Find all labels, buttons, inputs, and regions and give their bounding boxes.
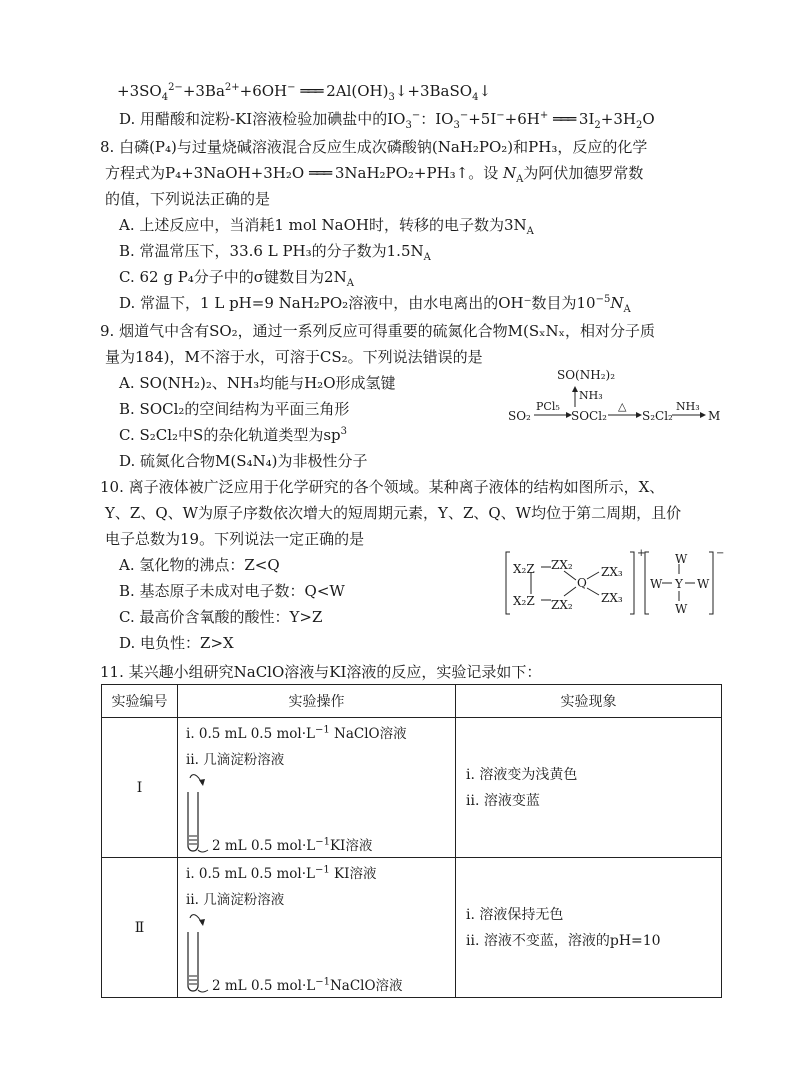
exp-phenomenon (456, 718, 722, 858)
q9-option-a: A. SO(NH₂)₂、NH₃均能与H₂O形成氢键 (119, 374, 396, 392)
scheme-arrow-1 (534, 410, 572, 420)
structure-zx2-top: ZX₂ (551, 558, 573, 572)
q10-option-d: D. 电负性：Z>X (119, 634, 234, 652)
scheme-socl2: SOCl₂ (571, 409, 607, 423)
op-step-2: ⅱ. 几滴淀粉溶液 (186, 892, 285, 908)
scheme-nh3: NH₃ (676, 400, 700, 413)
scheme-arrow-3 (672, 410, 706, 420)
q8-stem-line3: 的值，下列说法正确的是 (105, 190, 271, 208)
op-step-1: ⅰ. 0.5 mL 0.5 $mol\cdot L^{-1}$ KI溶液 (186, 864, 377, 882)
phenomenon-1: ⅰ. 溶液变为浅黄色 (466, 766, 578, 783)
scheme-so2: SO₂ (508, 409, 531, 423)
exp-number: Ⅱ (102, 858, 178, 998)
header-no: 实验编号 (102, 685, 178, 718)
phenomenon-2: ⅱ. 溶液不变蓝，溶液的pH=10 (466, 932, 661, 949)
equation-continuation: $+3SO_4^{2-}+3Ba^{2+}+6OH^-$ ═══ $2Al(OH)_3↓+3BaSO_4↓$ (117, 82, 492, 103)
structure-y: Y (675, 577, 683, 591)
q9-option-b: B. SOCl₂的空间结构为平面三角形 (119, 400, 350, 418)
structure-x2z-top: X₂Z (513, 562, 535, 576)
scheme-delta: △ (618, 400, 627, 413)
structure-w-left: W (650, 577, 663, 591)
scheme-s2cl2: S₂Cl₂ (642, 409, 673, 423)
q10-option-c: C. 最高价含氧酸的酸性：Y>Z (119, 608, 323, 626)
op-step-1: ⅰ. 0.5 mL 0.5 $mol\cdot L^{-1}$ NaClO溶液 (186, 724, 407, 742)
table-header-row (102, 685, 722, 718)
q8-stem-line2: 方程式为P₄+3NaOH+3H₂O ═══ 3NaH₂PO₂+PH₃↑。设 $N_A$为阿伏加德罗常数 (105, 164, 644, 185)
q11-stem: 11. 某兴趣小组研究NaClO溶液与KI溶液的反应，实验记录如下： (100, 663, 542, 681)
q8-option-b: B. 常温常压下，33.6 L PH₃的分子数为$1.5N_A$ (119, 242, 431, 263)
q8-option-a: A. 上述反应中，当消耗1 mol NaOH时，转移的电子数为$3N_A$ (119, 216, 534, 237)
phenomenon-1: ⅰ. 溶液保持无色 (466, 906, 564, 923)
q9-stem-line2: 量为184)，M不溶于水，可溶于CS₂。下列说法错误的是 (105, 348, 483, 366)
header-ph: 实验现象 (456, 685, 722, 718)
scheme-so-nh2-2: SO(NH₂)₂ (557, 368, 616, 382)
q10-option-b: B. 基态原子未成对电子数：Q<W (119, 582, 345, 600)
q10-option-a: A. 氢化物的沸点：Z<Q (119, 556, 280, 574)
q9-stem-line1: 9. 烟道气中含有SO₂，通过一系列反应可得重要的硫氮化合物M(SₓNₓ，相对分子质 (100, 322, 655, 340)
exp-number: Ⅰ (102, 718, 178, 858)
q10-stem-line1: 10. 离子液体被广泛应用于化学研究的各个领域。某种离子液体的结构如图所示，X、 (100, 478, 665, 496)
scheme-arrow-2 (608, 410, 642, 420)
q10-stem-line3: 电子总数为19。下列说法一定正确的是 (105, 530, 365, 548)
exp-phenomenon (456, 858, 722, 998)
scheme-nh3-up: NH₃ (579, 389, 603, 402)
structure-zx2-bot: ZX₂ (551, 598, 573, 612)
structure-q: Q (577, 576, 587, 590)
q9-option-c: C. S₂Cl₂中S的杂化轨道类型为$sp^3$ (119, 426, 348, 444)
structure-bonds (504, 550, 724, 620)
scheme-m: M (708, 409, 721, 423)
exp-operation (178, 718, 456, 858)
structure-w-top: W (675, 552, 688, 566)
structure-zx3-top: ZX₃ (601, 565, 623, 579)
q8-option-c: C. 62 g P₄分子中的σ键数目为$2N_A$ (119, 268, 354, 289)
structure-w-bot: W (675, 602, 688, 616)
op-step-2: ⅱ. 几滴淀粉溶液 (186, 752, 285, 768)
exp-operation (178, 858, 456, 998)
structure-x2z-bot: X₂Z (513, 594, 535, 608)
structure-charge-minus: − (716, 548, 725, 559)
test-tube-icon (184, 770, 214, 856)
tube-content: 2 mL 0.5 $mol\cdot L^{-1}KI$溶液 (212, 836, 373, 854)
scheme-pcl5: PCl₅ (536, 400, 560, 413)
table-row (102, 718, 722, 858)
structure-charge-plus: + (637, 548, 646, 559)
table-row (102, 858, 722, 998)
q9-option-d: D. 硫氮化合物M(S₄N₄)为非极性分子 (119, 452, 368, 470)
header-op: 实验操作 (178, 685, 456, 718)
q8-option-d: D. 常温下，1 L pH=9 NaH₂PO₂溶液中，由水电离出的OH⁻数目为$10^{-5}N_A$ (119, 294, 631, 315)
structure-w-right: W (697, 577, 710, 591)
q10-stem-line2: Y、Z、Q、W为原子序数依次增大的短周期元素，Y、Z、Q、W均位于第二周期，且价 (105, 504, 682, 522)
phenomenon-2: ⅱ. 溶液变蓝 (466, 792, 540, 809)
q8-stem-line1: 8. 白磷(P₄)与过量烧碱溶液混合反应生成次磷酸钠(NaH₂PO₂)和PH₃，反应的化学 (100, 138, 648, 156)
experiment-table (101, 684, 722, 998)
option-7d: D. 用醋酸和淀粉-KI溶液检验加碘盐中的$IO_3^-$：$IO_3^-+5I^-+6H^+$ ═══ $3I_2+3H_2O$ (119, 110, 655, 131)
structure-zx3-bot: ZX₃ (601, 591, 623, 605)
tube-content: 2 mL 0.5 $mol\cdot L^{-1}NaClO$溶液 (212, 976, 403, 994)
test-tube-icon (184, 910, 214, 996)
